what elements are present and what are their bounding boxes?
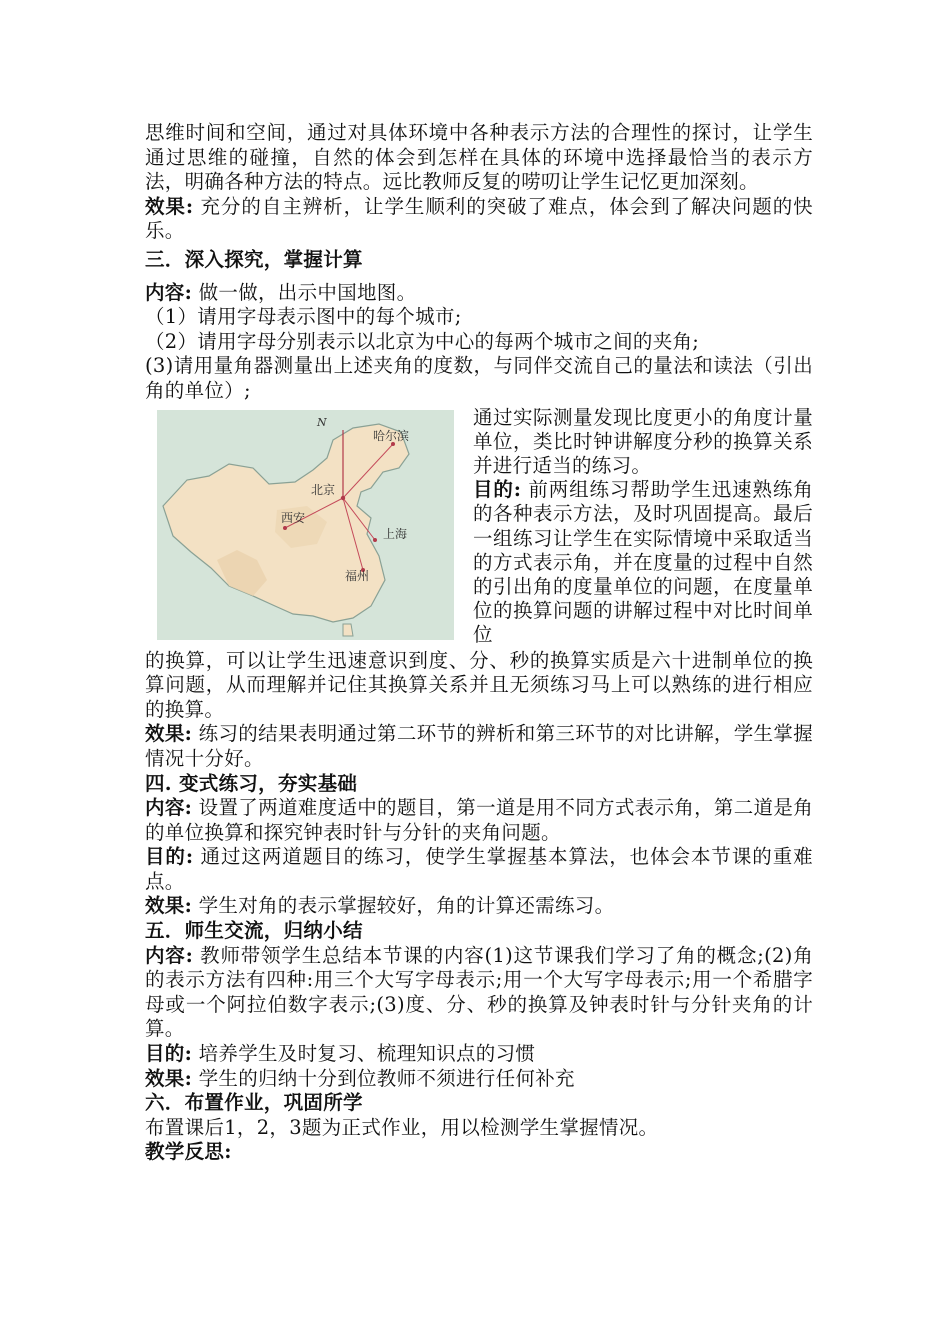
section-4-content bbox=[145, 796, 813, 845]
effect-text: 练习的结果表明通过第二环节的辨析和第三环节的对比讲解，学生掌握情况十分好。 bbox=[145, 722, 813, 770]
section-3-effect bbox=[145, 722, 813, 771]
effect-label: 效果: bbox=[145, 722, 193, 746]
purpose-label: 目的: bbox=[145, 1042, 193, 1066]
section-5-purpose bbox=[145, 1042, 813, 1067]
section-6-heading: 六．布置作业，巩固所学 bbox=[145, 1091, 363, 1115]
effect-text: 学生对角的表示掌握较好，角的计算还需练习。 bbox=[192, 894, 615, 918]
purpose-label: 目的: bbox=[145, 845, 194, 869]
content-label: 内容: bbox=[145, 796, 193, 820]
side-paragraph: 通过实际测量发现比度更小的角度计量单位，类比时钟讲解度分秒的换算关系并进行适当的练习。 bbox=[473, 405, 813, 477]
section-4-purpose bbox=[145, 845, 813, 894]
document-page bbox=[145, 121, 813, 1165]
intro-paragraph: 思维时间和空间，通过对具体环境中各种表示方法的合理性的探讨，让学生通过思维的碰撞，自然的体会到怎样在具体的环境中选择最恰当的表示方法，明确各种方法的特点。远比教师反复的唠叨让学生记忆更加深刻。 bbox=[145, 121, 813, 194]
section-6-text: 布置课后1，2，3题为正式作业，用以检测学生掌握情况。 bbox=[145, 1115, 659, 1139]
reflection-heading: 教学反思: bbox=[145, 1140, 232, 1164]
section-4-heading: 四. 变式练习，夯实基础 bbox=[145, 771, 358, 795]
effect-text: 充分的自主辨析，让学生顺利的突破了难点，体会到了解决问题的快乐。 bbox=[145, 194, 813, 243]
effect-label: 效果: bbox=[145, 194, 194, 218]
china-map-image bbox=[157, 410, 454, 640]
section-3-content bbox=[145, 281, 813, 306]
city-beijing: 北京 bbox=[311, 482, 336, 497]
purpose-text: 前两组练习帮助学生迅速熟练角的各种表示方法，及时巩固提高。最后一组练习让学生在实际情境中采取适当的方式表示角，并在度量的过程中自然的引出角的度量单位的问题，在度量单位的换算问题的讲解过程中对比时间单位 bbox=[473, 478, 813, 647]
section-3-item-2: （2）请用字母分别表示以北京为中心的每两个城市之间的夹角; bbox=[145, 329, 700, 353]
city-fuzhou: 福州 bbox=[345, 568, 370, 583]
purpose-text: 培养学生及时复习、梳理知识点的习惯 bbox=[192, 1042, 536, 1066]
map-and-text-row bbox=[145, 404, 813, 649]
section-5-heading: 五．师生交流，归纳小结 bbox=[145, 919, 363, 943]
purpose-text: 通过这两道题目的练习，使学生掌握基本算法，也体会本节课的重难点。 bbox=[145, 845, 813, 893]
content-text: 做一做，出示中国地图。 bbox=[192, 280, 417, 304]
map-side-text bbox=[473, 406, 813, 648]
section-3-heading: 三．深入探究，掌握计算 bbox=[145, 247, 363, 271]
intro-effect bbox=[145, 195, 813, 244]
effect-label: 效果: bbox=[145, 894, 193, 918]
effect-label: 效果: bbox=[145, 1066, 193, 1090]
city-shanghai: 上海 bbox=[383, 526, 408, 541]
effect-text: 学生的归纳十分到位教师不须进行任何补充 bbox=[192, 1066, 575, 1090]
content-text: 设置了两道难度适中的题目，第一道是用不同方式表示角，第二道是角的单位换算和探究钟表时针与分针的夹角问题。 bbox=[145, 796, 813, 844]
north-label: N bbox=[317, 415, 327, 429]
section-3-item-3: (3)请用量角器测量出上述夹角的度数，与同伴交流自己的量法和读法（引出角的单位）; bbox=[145, 354, 813, 402]
content-label: 内容: bbox=[145, 280, 193, 304]
purpose-label: 目的: bbox=[473, 478, 522, 502]
section-4-effect bbox=[145, 894, 813, 919]
section-5-effect bbox=[145, 1067, 813, 1092]
city-xian: 西安 bbox=[281, 510, 306, 525]
content-label: 内容: bbox=[145, 943, 194, 967]
side-purpose bbox=[473, 478, 813, 647]
section-3-item-1: （1）请用字母表示图中的每个城市; bbox=[145, 305, 462, 329]
section-3-continued: 的换算，可以让学生迅速意识到度、分、秒的换算实质是六十进制单位的换算问题，从而理解并记住其换算关系并且无须练习马上可以熟练的进行相应的换算。 bbox=[145, 648, 813, 721]
content-text: 教师带领学生总结本节课的内容(1)这节课我们学习了角的概念;(2)角的表示方法有四种:用三个大写字母表示;用一个大写字母表示;用一个希腊字母或一个阿拉伯数字表示;(3)度、分、秒的换算及钟表时针与分针夹角的计算。 bbox=[145, 943, 813, 1041]
section-5-content bbox=[145, 944, 813, 1042]
city-harbin: 哈尔滨 bbox=[373, 428, 410, 443]
